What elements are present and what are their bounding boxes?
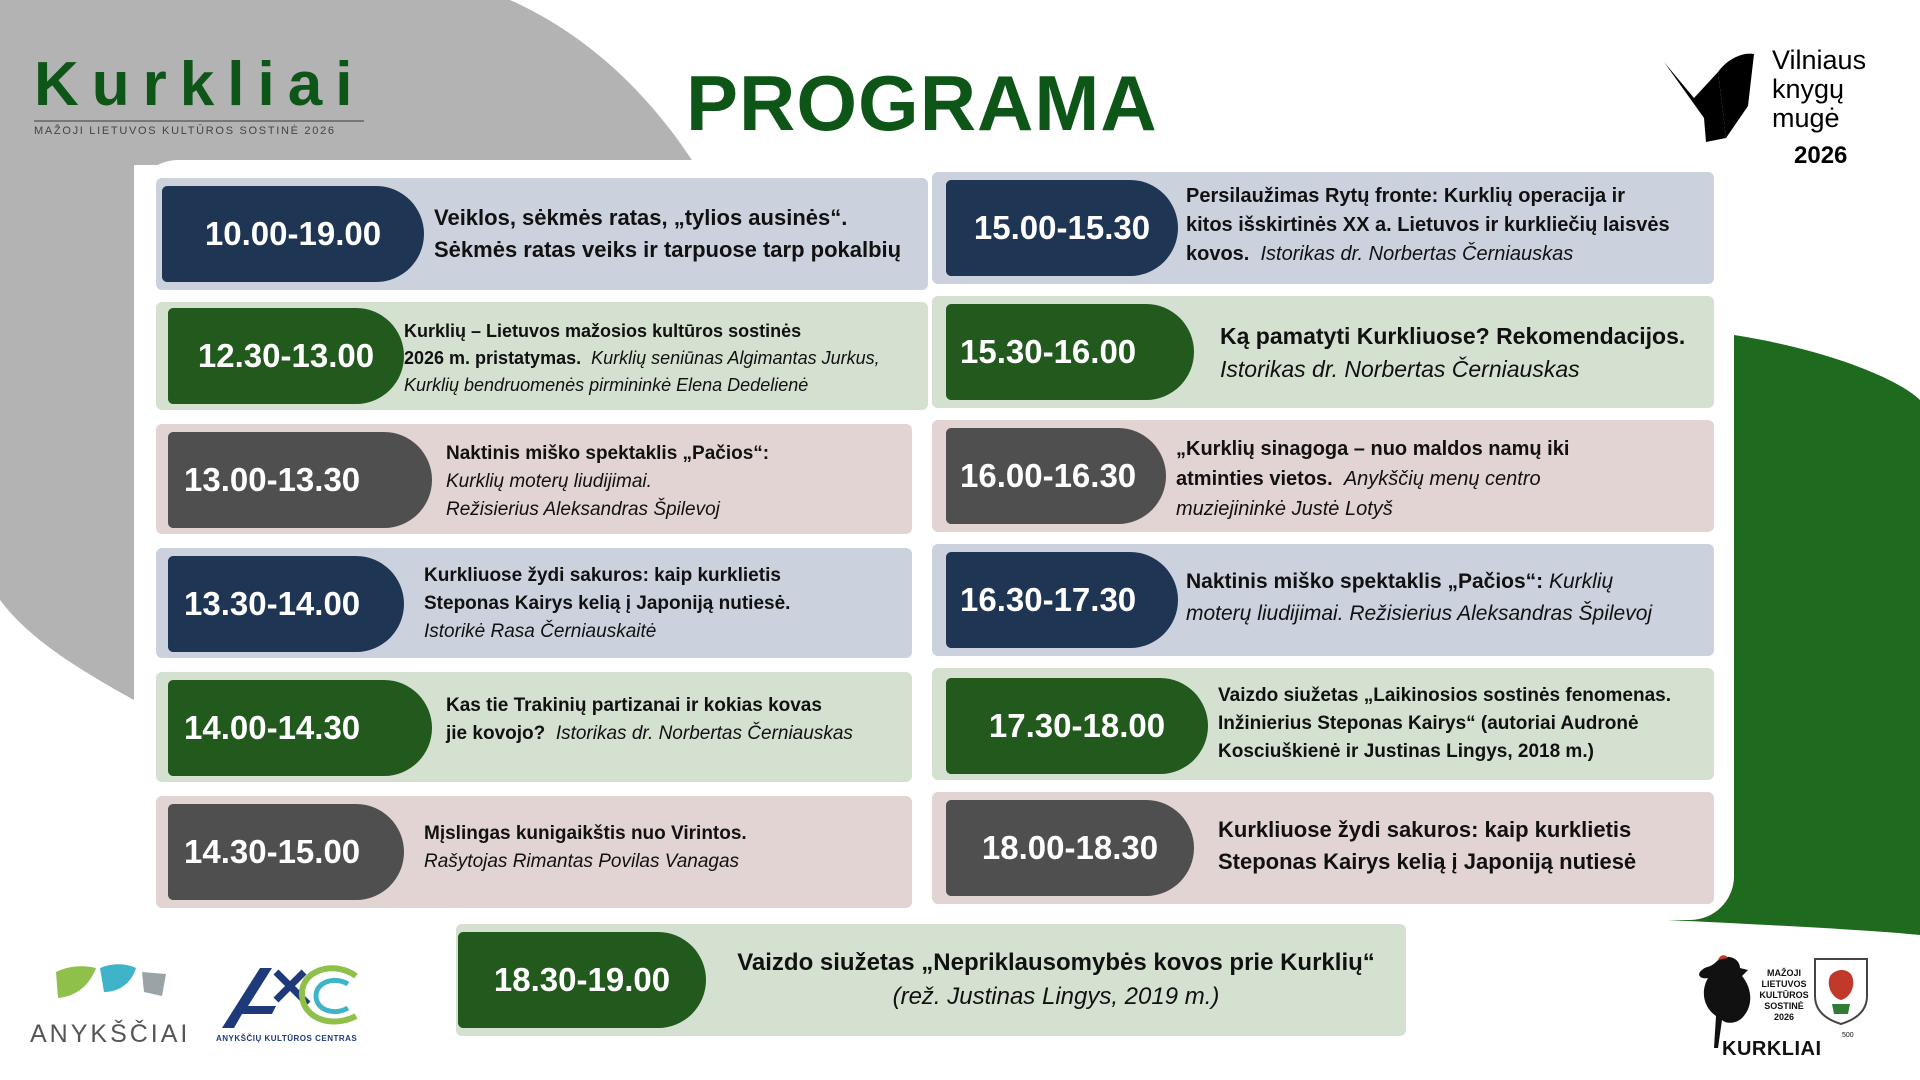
fair-year: 2026 <box>1794 142 1848 169</box>
item-title: Kurkliuose žydi sakuros: kaip kurklietis <box>424 565 781 586</box>
item-title-2: Sėkmės ratas veiks ir tarpuose tarp pokalbių <box>434 237 902 262</box>
item-speaker-2: Kurklių bendruomenės pirmininkė Elena Dedelienė <box>404 375 809 395</box>
item-speaker: Rašytojas Rimantas Povilas Vanagas <box>424 851 740 872</box>
logo-name: Kurkliai <box>34 50 366 119</box>
coat-of-arms-icon <box>1812 956 1870 1026</box>
time-pill: 12.30-13.00 <box>168 308 404 404</box>
logo-subtitle: MAŽOJI LIETUVOS KULTŪROS SOSTINĖ 2026 <box>34 125 336 137</box>
item-title-2: kitos išskirtinės XX a. Lietuvos ir kurkliečių laisvės <box>1186 214 1670 236</box>
item-title-3: Kosciuškienė ir Justinas Lingys, 2018 m.) <box>1218 741 1594 762</box>
badge-number: 500 <box>1842 1032 1854 1039</box>
item-title-2: Steponas Kairys kelią į Japoniją nutiesė. <box>424 593 791 614</box>
item-title: Ką pamatyti Kurkliuose? Rekomendacijos. <box>1220 323 1686 349</box>
badge-line4: SOSTINĖ <box>1764 1001 1804 1011</box>
item-speaker: Kurklių seniūnas Algimantas Jurkus, <box>591 348 880 368</box>
akc-logo-icon <box>216 962 362 1032</box>
akc-caption: ANYKŠČIŲ KULTŪROS CENTRAS <box>216 1034 358 1043</box>
item-title-2: 2026 m. pristatymas. <box>404 348 582 368</box>
page-title: PROGRAMA <box>686 59 1158 147</box>
item-title: Persilaužimas Rytų fronte: Kurklių operacija ir <box>1186 185 1626 207</box>
item-speaker: Istorikė Rasa Černiauskaitė <box>424 621 657 642</box>
time-pill: 13.30-14.00 <box>168 556 404 652</box>
program-item <box>932 420 1714 532</box>
program-item-bottom <box>456 924 1406 1036</box>
kurkliai-badge <box>1696 952 1872 1062</box>
program-item <box>156 672 912 782</box>
badge-line2: LIETUVOS <box>1761 979 1807 989</box>
item-speaker: (rež. Justinas Lingys, 2019 m.) <box>892 983 1220 1010</box>
anyksciai-logo <box>30 962 200 1052</box>
time-pill: 15.30-16.00 <box>946 304 1194 400</box>
time-pill: 13.00-13.30 <box>168 432 432 528</box>
anyksciai-leaves-icon <box>52 962 182 1002</box>
item-title: Kurkliuose žydi sakuros: kaip kurklietis <box>1218 817 1632 842</box>
book-fair-logo-icon <box>1664 48 1756 143</box>
item-speaker-2: moterų liudijimai. Režisierius Aleksandras Špilevoj <box>1186 602 1653 625</box>
fair-line2: knygų <box>1772 74 1845 104</box>
item-speaker: Anykščių menų centro <box>1343 468 1541 490</box>
time-pill: 15.00-15.30 <box>946 180 1178 276</box>
item-speaker: Istorikas dr. Norbertas Černiauskas <box>555 723 853 744</box>
item-title: Kas tie Trakinių partizanai ir kokias kovas <box>446 695 822 716</box>
badge-line1: MAŽOJI <box>1766 968 1801 978</box>
fair-line3: mugė <box>1772 103 1840 133</box>
item-speaker-2: muziejininkė Justė Lotyš <box>1176 498 1393 520</box>
item-title: Vaizdo siužetas „Nepriklausomybės kovos prie Kurklių“ <box>737 949 1375 976</box>
program-item <box>932 172 1714 284</box>
item-title-2: jie kovojo? <box>446 723 546 744</box>
badge-line5: 2026 <box>1773 1012 1795 1022</box>
item-title-3: kovos. <box>1186 243 1250 265</box>
program-item <box>932 544 1714 656</box>
item-title: Veiklos, sėkmės ratas, „tylios ausinės“. <box>434 205 848 230</box>
item-title: Vaizdo siužetas „Laikinosios sostinės fenomenas. <box>1218 685 1671 706</box>
item-speaker-2: Režisierius Aleksandras Špilevoj <box>446 499 720 520</box>
program-item <box>932 792 1714 904</box>
program-item <box>932 296 1714 408</box>
time-pill: 17.30-18.00 <box>946 678 1208 774</box>
item-title: Naktinis miško spektaklis „Pačios“: <box>1186 570 1544 593</box>
time-pill: 10.00-19.00 <box>162 186 424 282</box>
kurkliai-logo <box>34 52 365 137</box>
book-fair-logo <box>1662 44 1892 174</box>
item-title: Kurklių – Lietuvos mažosios kultūros sostinės <box>404 321 802 341</box>
badge-line3: KULTŪROS <box>1759 990 1809 1000</box>
time-pill: 16.00-16.30 <box>946 428 1166 524</box>
time-pill: 14.30-15.00 <box>168 804 404 900</box>
time-pill: 18.30-19.00 <box>458 932 706 1028</box>
fair-line1: Vilniaus <box>1772 45 1867 75</box>
item-title-2: Inžinierius Steponas Kairys“ (autoriai Audronė <box>1218 713 1639 734</box>
item-speaker: Istorikas dr. Norbertas Černiauskas <box>1220 356 1580 382</box>
item-title-2: atminties vietos. <box>1176 468 1333 490</box>
program-item <box>156 424 912 534</box>
program-item <box>156 548 912 658</box>
program-item <box>156 796 912 908</box>
rooster-icon <box>1696 952 1758 1052</box>
akc-logo <box>216 962 366 1048</box>
item-title-2: Steponas Kairys kelią į Japoniją nutiesė <box>1218 849 1637 874</box>
item-speaker: Istorikas dr. Norbertas Černiauskas <box>1260 243 1574 265</box>
badge-name: KURKLIAI <box>1722 1038 1822 1060</box>
item-title: Mįslingas kunigaikštis nuo Virintos. <box>424 823 747 844</box>
item-title: „Kurklių sinagoga – nuo maldos namų iki <box>1176 438 1570 460</box>
item-speaker: Kurklių moterų liudijimai. <box>446 471 652 492</box>
time-pill: 14.00-14.30 <box>168 680 432 776</box>
time-pill: 18.00-18.30 <box>946 800 1194 896</box>
anyksciai-label: ANYKŠČIAI <box>30 1020 191 1048</box>
program-item <box>156 302 928 410</box>
time-pill: 16.30-17.30 <box>946 552 1178 648</box>
program-item <box>932 668 1714 780</box>
program-item <box>156 178 928 290</box>
item-title: Naktinis miško spektaklis „Pačios“: <box>446 443 770 464</box>
item-speaker: Kurklių <box>1549 570 1614 593</box>
